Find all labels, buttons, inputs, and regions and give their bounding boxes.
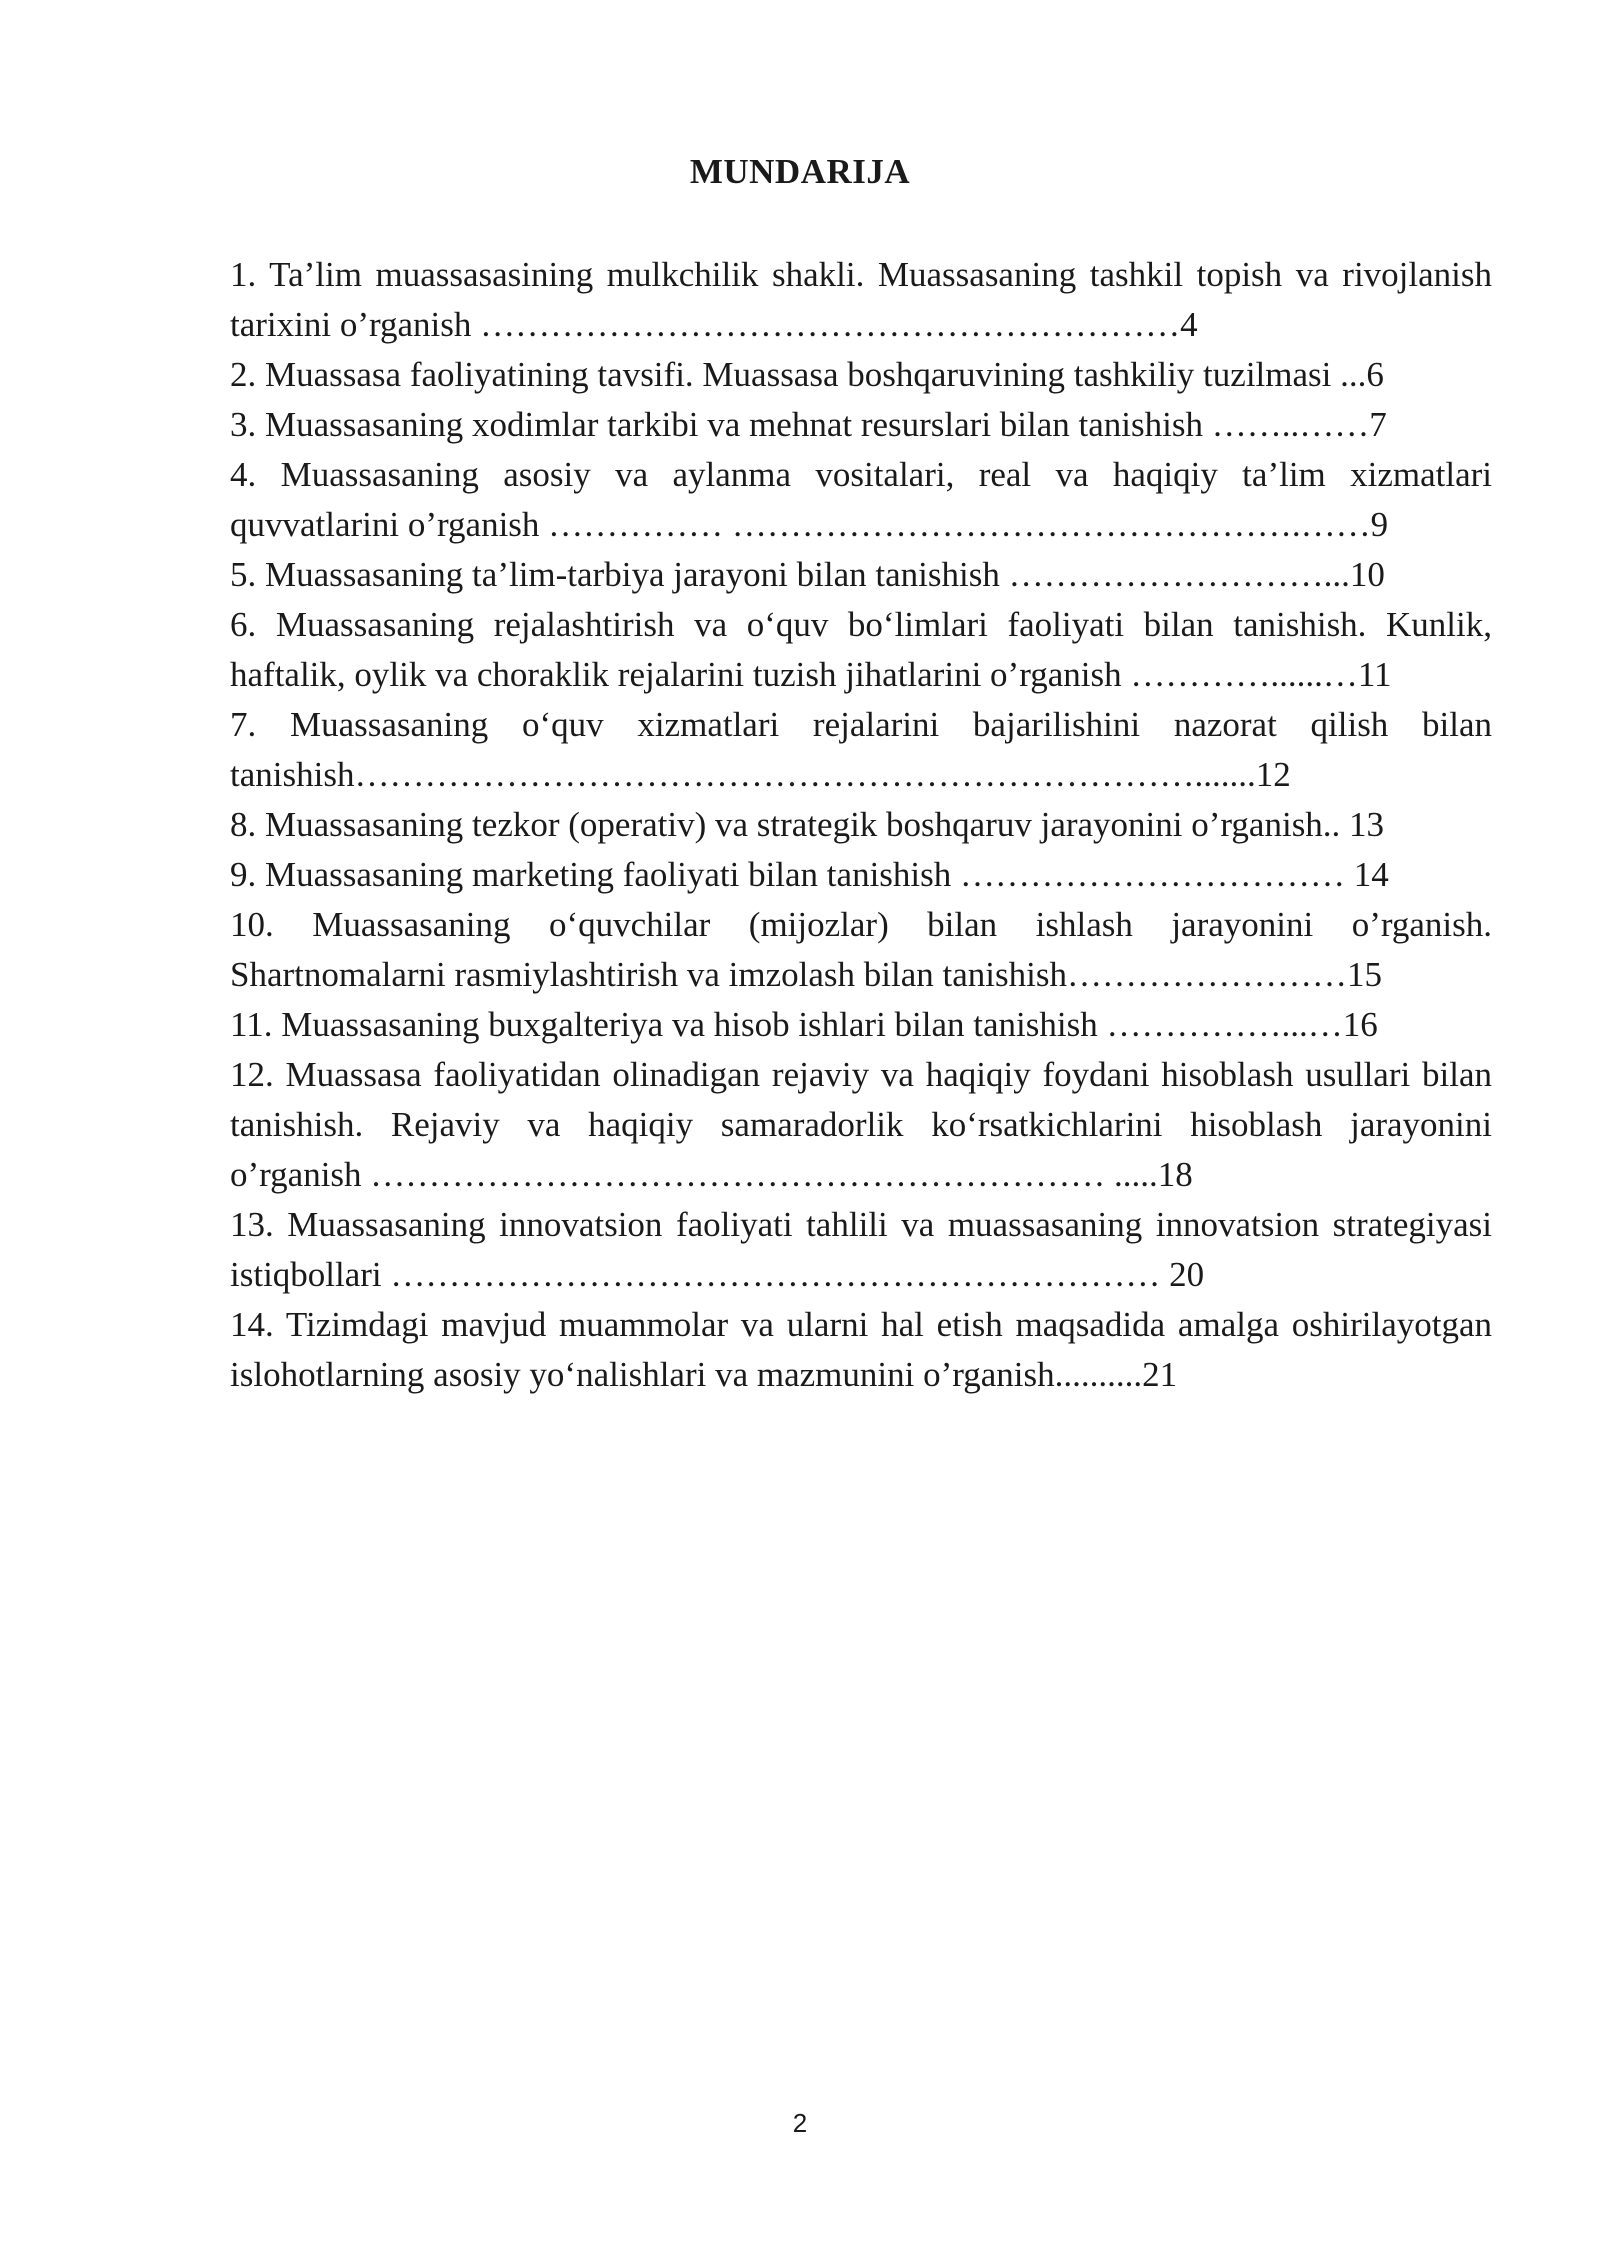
toc-entry-14: 14. Tizimdagi mavjud muammolar va ularni hal etish maqsadida amalga oshirilayotgan islohotlarning asosiy yo‘nalishlari va mazmunini o’rganish..........21 xyxy=(230,1305,1492,1394)
page-title: MUNDARIJA xyxy=(689,152,911,191)
toc-entry-8: 8. Muassasaning tezkor (operativ) va strategik boshqaruv jarayonini o’rganish.. 13 xyxy=(230,805,1385,844)
toc-entry-2: 2. Muassasa faoliyatining tavsifi. Muassasa boshqaruvining tashkiliy tuzilmasi ...6 xyxy=(230,355,1384,394)
toc-entry-1: 1. Ta’lim muassasasining mulkchilik shakli. Muassasaning tashkil topish va rivojlanish tarixini o’rganish ……………………………………………………4 xyxy=(230,255,1492,344)
toc-entry-4: 4. Muassasaning asosiy va aylanma vositalari, real va haqiqiy ta’lim xizmatlari quvvatlarini o’rganish …………… ………………………………………….……9 xyxy=(230,455,1492,544)
toc-entry-3: 3. Muassasaning xodimlar tarkibi va mehnat resurslari bilan tanishish ……..……7 xyxy=(230,405,1387,444)
toc-entry-6: 6. Muassasaning rejalashtirish va o‘quv bo‘limlari faoliyati bilan tanishish. Kunlik, haftalik, oylik va choraklik rejalarini tuzish jihatlarini o’rganish …………......…11 xyxy=(230,605,1492,694)
toc-entry-10: 10. Muassasaning o‘quvchilar (mijozlar) bilan ishlash jarayonini o’rganish. Shartnomalarni rasmiylashtirish va imzolash bilan tanishish……………………15 xyxy=(230,905,1492,994)
toc-entry-9: 9. Muassasaning marketing faoliyati bilan tanishish …………………………… 14 xyxy=(230,855,1389,894)
toc-entry-12: 12. Muassasa faoliyatidan olinadigan rejaviy va haqiqiy foydani hisoblash usullari bilan tanishish. Rejaviy va haqiqiy samaradorlik ko‘rsatkichlarini hisoblash jarayonini o’rganish ……………………………………………………… .....18 xyxy=(230,1055,1492,1194)
table-of-contents xyxy=(230,250,1492,1400)
toc-entry-7: 7. Muassasaning o‘quv xizmatlari rejalarini bajarilishini nazorat qilish bilan tanishish……………………………………………………………….......12 xyxy=(230,705,1492,794)
toc-entry-11: 11. Muassasaning buxgalteriya va hisob ishlari bilan tanishish ……………...…16 xyxy=(230,1005,1378,1044)
toc-entry-13: 13. Muassasaning innovatsion faoliyati tahlili va muassasaning innovatsion strategiyasi istiqbollari ………………………………………………………… 20 xyxy=(230,1205,1492,1294)
toc-entry-5: 5. Muassasaning ta’lim-tarbiya jarayoni bilan tanishish ………………………...10 xyxy=(230,555,1385,594)
page-number: 2 xyxy=(792,2108,808,2138)
